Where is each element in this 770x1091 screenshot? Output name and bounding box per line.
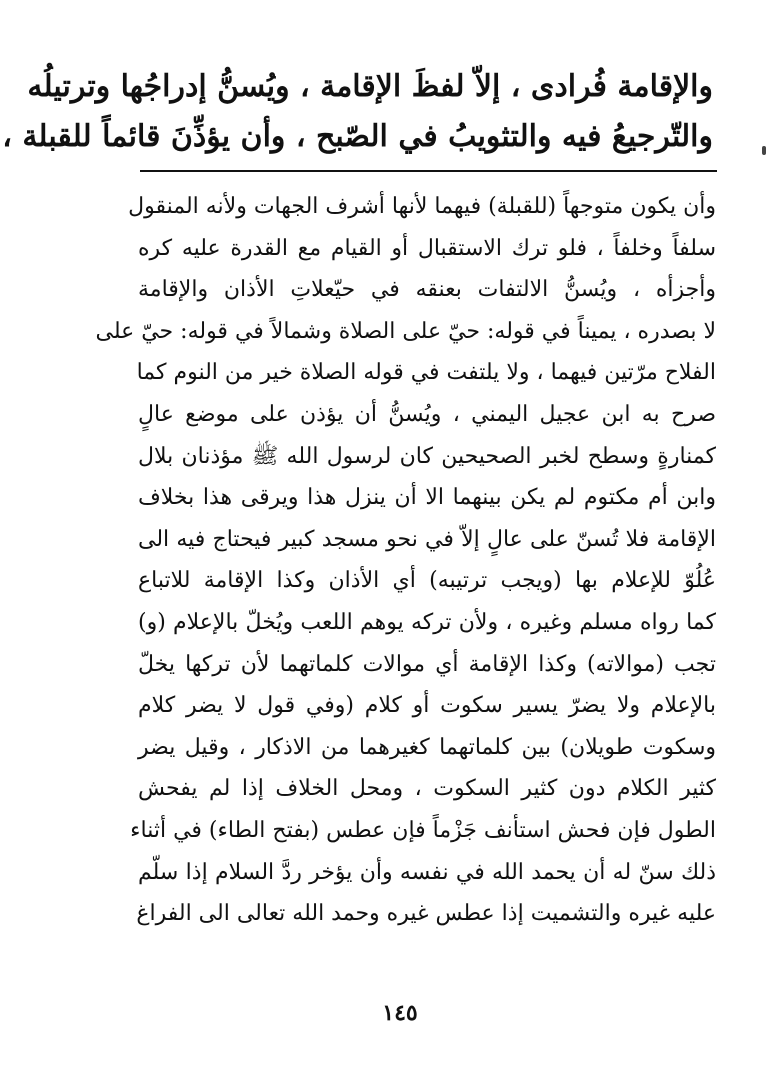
commentary-line: الإقامة فلا تُسنّ على عالٍ إلاّ في نحو مسجد كبير فيحتاج فيه الى [138,526,716,552]
main-text [2,62,713,162]
commentary-line: تجب (موالاته) وكذا الإقامة أي موالات كلماتهما لأن تركها يخلّ [138,651,716,677]
main-text-line: والتّرجيعُ فيه والتثويبُ في الصّبح ، وأن يؤذِّنَ قائماً للقبلة ، [2,119,713,154]
commentary-line: سلفاً وخلفاً ، فلو ترك الاستقبال أو القيام مع القدرة عليه كره [138,235,716,261]
commentary-text [95,186,716,935]
commentary-line: وابن أم مكتوم لم يكن بينهما الا أن ينزل هذا ويرقى هذا بخلاف [138,485,716,511]
commentary-line: وسكوت طويلان) بين كلماتهما كغيرهما من الاذكار ، وقيل يضر [138,734,716,760]
commentary-line: كثير الكلام دون كثير السكوت ، ومحل الخلاف إذا لم يفحش [138,776,716,802]
commentary-line: الفلاح مرّتين فيهما ، ولا يلتفت في قوله الصلاة خير من النوم كما [136,360,716,386]
commentary-line: الطول فإن فحش استأنف جَزْماً فإن عطس (بفتح الطاء) في أثناء [130,817,716,843]
commentary-line: كمنارةٍ وسطح لخبر الصحيحين كان لرسول الله ﷺ مؤذنان بلال [138,443,716,469]
commentary-line: صرح به ابن عجيل اليمني ، ويُسنُّ أن يؤذن على موضع عالٍ [138,401,716,427]
main-text-line: والإقامة فُرادى ، إلاّ لفظَ الإقامة ، ويُسنُّ إدراجُها وترتيلُه [27,69,713,104]
commentary-line: بالإعلام ولا يضرّ يسير سكوت أو كلام (وفي قول لا يضر كلام [138,693,716,719]
commentary-line: عُلُوّ للإعلام بها (ويجب ترتيبه) أي الأذان وكذا الإقامة للاتباع [138,568,716,594]
commentary-line: عليه غيره والتشميت إذا عطس غيره وحمد الله تعالى الى الفراغ [136,901,716,927]
margin-mark [762,146,766,155]
commentary-line: كما رواه مسلم وغيره ، ولأن تركه يوهم اللعب ويُخلّ بالإعلام (و) [138,609,716,635]
commentary-line: وأن يكون متوجهاً (للقبلة) فيهما لأنها أشرف الجهات ولأنه المنقول [128,194,716,219]
section-divider [140,170,717,172]
commentary-line: لا بصدره ، يميناً في قوله: حيّ على الصلاة وشمالاً في قوله: حيّ على [95,318,716,344]
commentary-line: ذلك سنّ له أن يحمد الله في نفسه وأن يؤخر ردَّ السلام إذا سلّم [138,859,716,885]
commentary-line: وأجزأه ، ويُسنُّ الالتفات بعنقه في حيّعلاتِ الأذان والإقامة [138,277,716,303]
page-number: ١٤٥ [382,1000,418,1026]
